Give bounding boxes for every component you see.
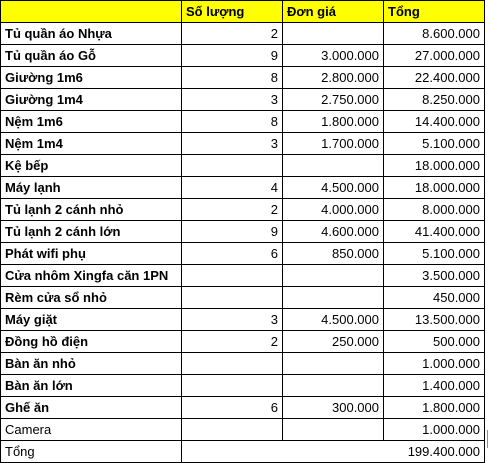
- quantity-cell[interactable]: 6: [182, 397, 283, 419]
- column-edge-marker: [487, 430, 491, 448]
- unit-price-cell[interactable]: [283, 375, 384, 397]
- quantity-cell[interactable]: 3: [182, 133, 283, 155]
- quantity-cell[interactable]: 9: [182, 45, 283, 67]
- total-cell[interactable]: 1.000.000: [384, 353, 485, 375]
- table-row: [1, 265, 485, 287]
- total-cell[interactable]: 1.800.000: [384, 397, 485, 419]
- table-row: [1, 375, 485, 397]
- table-row: [1, 243, 485, 265]
- unit-price-cell[interactable]: [283, 23, 384, 45]
- total-cell[interactable]: 500.000: [384, 331, 485, 353]
- quantity-cell[interactable]: 6: [182, 243, 283, 265]
- item-name-cell[interactable]: Đồng hồ điện: [1, 331, 182, 353]
- quantity-cell[interactable]: [182, 353, 283, 375]
- total-cell[interactable]: 1.000.000: [384, 419, 485, 441]
- quantity-cell[interactable]: [182, 265, 283, 287]
- total-cell[interactable]: 5.100.000: [384, 133, 485, 155]
- item-name-cell[interactable]: Máy lạnh: [1, 177, 182, 199]
- item-name-cell[interactable]: Cửa nhôm Xingfa căn 1PN: [1, 265, 182, 287]
- unit-price-cell[interactable]: [283, 265, 384, 287]
- item-name-cell[interactable]: Bàn ăn lớn: [1, 375, 182, 397]
- quantity-cell[interactable]: 3: [182, 89, 283, 111]
- unit-price-cell[interactable]: [283, 419, 384, 441]
- sheet-edge: [486, 0, 491, 456]
- unit-price-cell[interactable]: 4.500.000: [283, 309, 384, 331]
- total-cell[interactable]: 8.250.000: [384, 89, 485, 111]
- total-cell[interactable]: 3.500.000: [384, 265, 485, 287]
- table-row: [1, 177, 485, 199]
- unit-price-cell[interactable]: 2.750.000: [283, 89, 384, 111]
- table-row: [1, 45, 485, 67]
- table-row: [1, 353, 485, 375]
- quantity-cell[interactable]: [182, 155, 283, 177]
- total-cell[interactable]: 18.000.000: [384, 177, 485, 199]
- total-label-cell[interactable]: Tổng: [1, 441, 182, 463]
- item-name-cell[interactable]: Tủ lạnh 2 cánh lớn: [1, 221, 182, 243]
- table-row: [1, 419, 485, 441]
- table-row: [1, 287, 485, 309]
- table-row: [1, 309, 485, 331]
- unit-price-cell[interactable]: [283, 353, 384, 375]
- quantity-cell[interactable]: 8: [182, 67, 283, 89]
- total-row: [1, 441, 485, 463]
- total-cell[interactable]: 14.400.000: [384, 111, 485, 133]
- item-name-cell[interactable]: Giường 1m4: [1, 89, 182, 111]
- quantity-cell[interactable]: 9: [182, 221, 283, 243]
- unit-price-cell[interactable]: 4.000.000: [283, 199, 384, 221]
- quantity-cell[interactable]: 4: [182, 177, 283, 199]
- item-name-cell[interactable]: Nệm 1m4: [1, 133, 182, 155]
- item-name-cell[interactable]: Kệ bếp: [1, 155, 182, 177]
- quantity-cell[interactable]: [182, 287, 283, 309]
- unit-price-cell[interactable]: 1.700.000: [283, 133, 384, 155]
- total-cell[interactable]: 450.000: [384, 287, 485, 309]
- header-total-cell[interactable]: Tổng: [384, 1, 485, 23]
- grand-total-cell[interactable]: 199.400.000: [182, 441, 485, 463]
- total-cell[interactable]: 18.000.000: [384, 155, 485, 177]
- quantity-cell[interactable]: 3: [182, 309, 283, 331]
- item-name-cell[interactable]: Bàn ăn nhỏ: [1, 353, 182, 375]
- item-name-cell[interactable]: Rèm cửa sổ nhỏ: [1, 287, 182, 309]
- item-name-cell[interactable]: Nệm 1m6: [1, 111, 182, 133]
- table-row: [1, 23, 485, 45]
- unit-price-cell[interactable]: [283, 155, 384, 177]
- table-row: [1, 133, 485, 155]
- unit-price-cell[interactable]: 2.800.000: [283, 67, 384, 89]
- item-name-cell[interactable]: Máy giặt: [1, 309, 182, 331]
- total-cell[interactable]: 41.400.000: [384, 221, 485, 243]
- table-row: [1, 67, 485, 89]
- total-cell[interactable]: 5.100.000: [384, 243, 485, 265]
- total-cell[interactable]: 1.400.000: [384, 375, 485, 397]
- quantity-cell[interactable]: 2: [182, 23, 283, 45]
- unit-price-cell[interactable]: 850.000: [283, 243, 384, 265]
- total-cell[interactable]: 8.000.000: [384, 199, 485, 221]
- unit-price-cell[interactable]: 300.000: [283, 397, 384, 419]
- table-row: [1, 155, 485, 177]
- header-item-cell[interactable]: [1, 1, 182, 23]
- table-row: [1, 89, 485, 111]
- header-row: [1, 1, 485, 23]
- item-name-cell[interactable]: Tủ quần áo Nhựa: [1, 23, 182, 45]
- total-cell[interactable]: 27.000.000: [384, 45, 485, 67]
- item-name-cell[interactable]: Giường 1m6: [1, 67, 182, 89]
- total-cell[interactable]: 22.400.000: [384, 67, 485, 89]
- total-cell[interactable]: 13.500.000: [384, 309, 485, 331]
- quantity-cell[interactable]: 2: [182, 331, 283, 353]
- unit-price-cell[interactable]: 4.600.000: [283, 221, 384, 243]
- table-row: [1, 111, 485, 133]
- header-quantity-cell[interactable]: Số lượng: [182, 1, 283, 23]
- item-name-cell[interactable]: Camera: [1, 419, 182, 441]
- unit-price-cell[interactable]: 1.800.000: [283, 111, 384, 133]
- unit-price-cell[interactable]: 250.000: [283, 331, 384, 353]
- unit-price-cell[interactable]: 3.000.000: [283, 45, 384, 67]
- quantity-cell[interactable]: 2: [182, 199, 283, 221]
- unit-price-cell[interactable]: 4.500.000: [283, 177, 384, 199]
- quantity-cell[interactable]: 8: [182, 111, 283, 133]
- quantity-cell[interactable]: [182, 375, 283, 397]
- unit-price-cell[interactable]: [283, 287, 384, 309]
- item-name-cell[interactable]: Tủ lạnh 2 cánh nhỏ: [1, 199, 182, 221]
- table-row: [1, 397, 485, 419]
- item-name-cell[interactable]: Phát wifi phụ: [1, 243, 182, 265]
- quantity-cell[interactable]: [182, 419, 283, 441]
- table-row: [1, 221, 485, 243]
- item-name-cell[interactable]: Tủ quần áo Gỗ: [1, 45, 182, 67]
- table-row: [1, 331, 485, 353]
- total-cell[interactable]: 8.600.000: [384, 23, 485, 45]
- header-unit-price-cell[interactable]: Đơn giá: [283, 1, 384, 23]
- table-row: [1, 199, 485, 221]
- item-name-cell[interactable]: Ghế ăn: [1, 397, 182, 419]
